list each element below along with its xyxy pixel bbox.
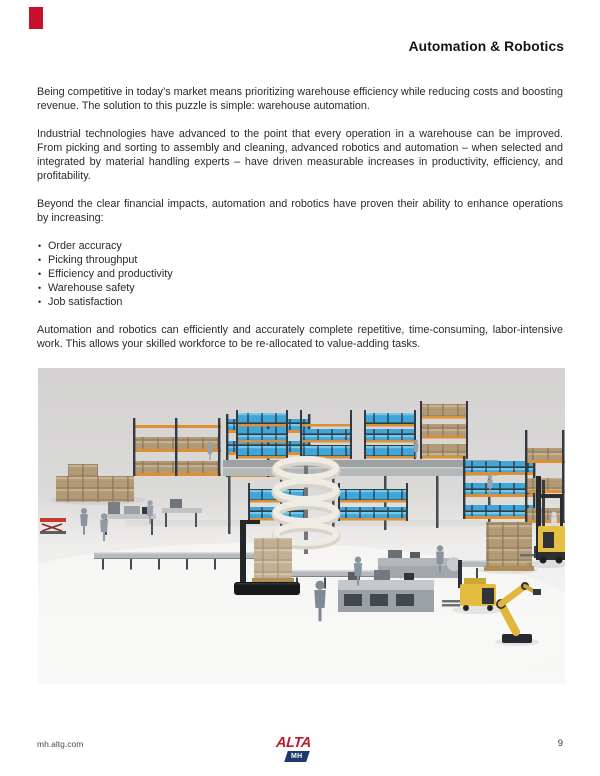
bullet-item: • Order accuracy (37, 239, 563, 253)
bullet-item: • Warehouse safety (37, 281, 563, 295)
paragraph-closing: Automation and robotics can efficiently and accurately complete repetitive, time-consuming, labor-intensive work. This allows your skilled workforce to be re-allocated to value-adding tasks. (37, 324, 563, 350)
paragraph-industrial: Industrial technologies have advanced to the point that every operation in a warehouse can be improved. From picking and sorting to assembly and cleaning, advanced robotics and automation – when selected and integrated by material handling experts – have driven measurable increases in productivity, efficiency, and profitability. (37, 128, 563, 182)
footer-website-link[interactable]: mh.altg.com (37, 739, 84, 749)
mh-flag-icon (284, 751, 310, 762)
pallet-right (478, 522, 538, 574)
paragraph-intro: Being competitive in today’s market means prioritizing warehouse efficiency while reducing costs and boosting revenue. The solution to this puzzle is simple: warehouse automation. (37, 86, 563, 112)
warehouse-illustration (38, 368, 565, 684)
bullet-item: • Job satisfaction (37, 295, 563, 309)
mezzanine-deck (223, 460, 498, 476)
page-number: 9 (557, 738, 563, 749)
page-title: Automation & Robotics (408, 39, 564, 54)
mh-flag-text: MH (291, 753, 303, 760)
page-corner-accent (29, 7, 43, 29)
bullet-item: • Efficiency and productivity (37, 267, 563, 281)
body-text (37, 85, 563, 365)
benefits-list (37, 239, 563, 309)
alta-mh-logo (276, 737, 316, 762)
alta-logo-text: ALTA (275, 735, 312, 751)
warehouse-image (38, 368, 565, 684)
bullet-item: • Picking throughput (37, 253, 563, 267)
paragraph-beyond: Beyond the clear financial impacts, automation and robotics have proven their ability to enhance operations by increasing: (37, 198, 563, 224)
